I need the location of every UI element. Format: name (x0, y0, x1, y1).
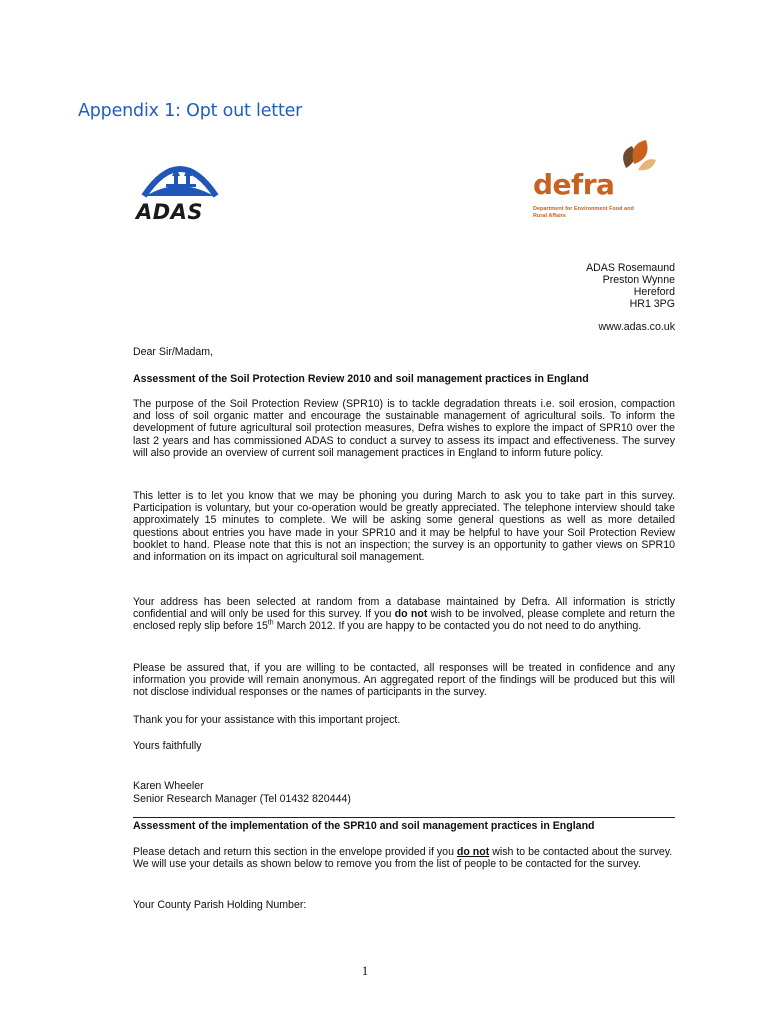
paragraph-selection: Your address has been selected at random from a database maintained by Defra. All information is strictly confidential and will only be used for this survey. If you do not wish to be involved, please complete and return the enclosed reply slip before 15th March 2012. If you are happy to be contacted you do not need to do anything. (133, 596, 675, 633)
paragraph-confidence: Please be assured that, if you are willing to be contacted, all responses will be treated in confidence and any information you provide will remain anonymous. An aggregated report of the findings will be produced but this will not disclose individual responses or the names of participants in the survey. (133, 662, 675, 699)
closing-line: Yours faithfully (133, 740, 202, 752)
sender-address (586, 262, 675, 310)
website-link[interactable]: www.adas.co.uk (598, 321, 675, 333)
signatory-title: Senior Research Manager (Tel 01432 820444) (133, 793, 351, 805)
address-line: Hereford (633, 286, 675, 298)
address-line: HR1 3PG (629, 298, 675, 310)
salutation: Dear Sir/Madam, (133, 346, 214, 358)
signatory-name: Karen Wheeler (133, 780, 204, 792)
page-number: 1 (361, 963, 369, 978)
defra-logo-text: defra (533, 168, 615, 201)
paragraph-purpose: The purpose of the Soil Protection Review (SPR10) is to tackle degradation threats i.e. soil erosion, compaction and loss of soil organic matter and encourage the sustainable management of agricultural soils. To inform the development of future agricultural soil protection measures, Defra wishes to explore the impact of SPR10 over the last 2 years and has commissioned ADAS to conduct a survey to assess its impact and effectiveness. The survey will also provide an overview of current soil management practices in England to inform future policy. (133, 398, 675, 459)
defra-logo-subtitle: Department for Environment Food and Rural Affairs (533, 206, 634, 219)
holding-number-label: Your County Parish Holding Number: (133, 899, 307, 911)
tear-off-divider (133, 817, 675, 818)
reply-slip-instructions: Please detach and return this section in the envelope provided if you do not wish to be contacted about the survey. We will use your details as shown below to remove you from the list of people to be contacted for the survey. (133, 846, 673, 871)
adas-logo-text: ADAS (136, 200, 204, 224)
emphasis-do-not: do not (394, 608, 428, 621)
address-line: ADAS Rosemaund (586, 262, 675, 274)
emphasis-do-not: do not (456, 846, 490, 858)
address-line: Preston Wynne (602, 274, 675, 286)
paragraph-phoning: This letter is to let you know that we may be phoning you during March to ask you to take part in this survey. Participation is voluntary, but your co-operation would be greatly appreciated. The telephone interview should take approximately 15 minutes to complete. We will be asking some general questions as well as more detailed questions about entries you have made in your SPR10 and it may be helpful to have your Soil Protection Review booklet to hand. Please note that this is not an inspection; the survey is an opportunity to gather views on SPR10 and information on its impact on agricultural soil management. (133, 490, 675, 564)
reply-slip-title: Assessment of the implementation of the SPR10 and soil management practices in England (133, 820, 595, 832)
thanks-line: Thank you for your assistance with this important project. (133, 714, 401, 726)
letter-title: Assessment of the Soil Protection Review 2010 and soil management practices in England (133, 373, 589, 385)
page-heading: Appendix 1: Opt out letter (78, 101, 303, 121)
